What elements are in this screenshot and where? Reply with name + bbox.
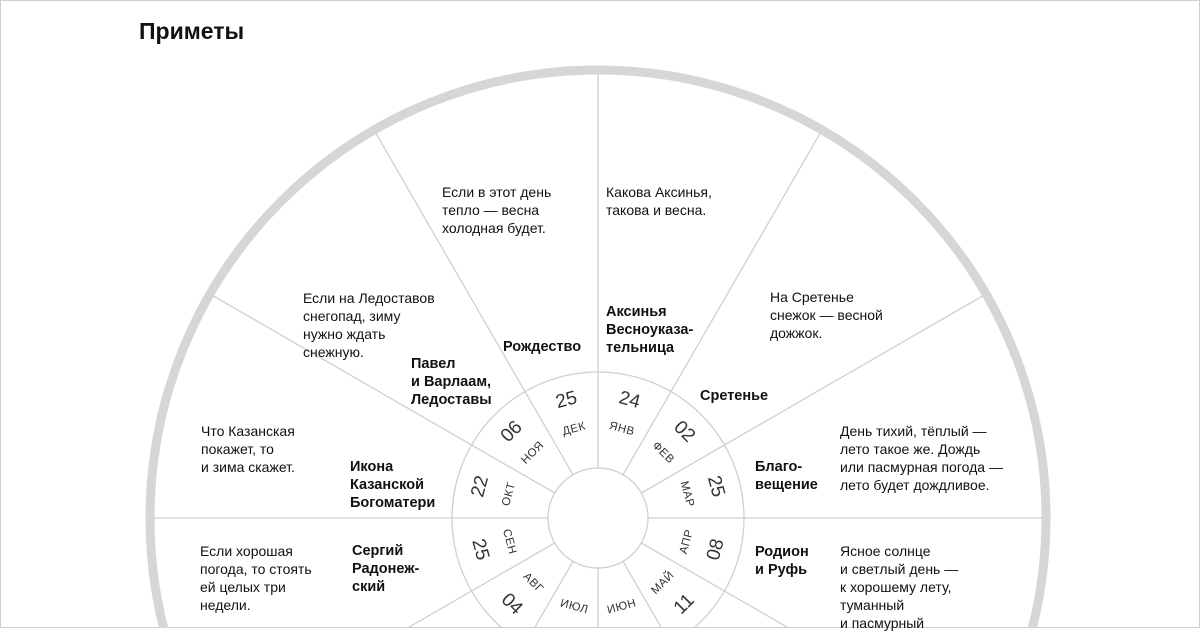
- date-month-label: ФЕВ: [649, 439, 677, 467]
- holiday-dec25: Рождество: [503, 339, 582, 355]
- omen-feb02: На Сретенье снежок — весной дожжок.: [770, 289, 883, 341]
- date-month-label: ОКТ: [500, 480, 519, 508]
- date-day-label: 22: [467, 473, 494, 500]
- holiday-nov06: Павел и Варлаам, Ледоставы: [411, 356, 492, 408]
- date-day-label: 04: [496, 589, 527, 620]
- omen-sep25: Если хорошая погода, то стоять ей целых три недели.: [200, 543, 312, 613]
- date-month-label: АВГ: [520, 570, 546, 596]
- date-day-label: 02: [669, 416, 700, 447]
- date-month-label: МАЙ: [649, 569, 677, 597]
- date-month-label: ЯНВ: [607, 420, 636, 439]
- holiday-apr08: Родион и Руфь: [755, 544, 809, 578]
- omen-apr08: Ясное солнце и светлый день — к хорошему лету, туманный и пасмурный: [840, 543, 959, 631]
- date-month-label: ИЮН: [605, 597, 638, 617]
- holiday-mar25: Благо- вещение: [755, 459, 818, 493]
- date-day-label: 25: [702, 473, 729, 500]
- date-day-label: 06: [496, 416, 527, 447]
- holiday-sep25: Сергий Радонеж- ский: [352, 543, 420, 595]
- omen-oct22: Что Казанская покажет, то и зима скажет.: [201, 423, 295, 475]
- omen-dec25: Если в этот день тепло — весна холодная будет.: [442, 184, 552, 236]
- date-month-label: ДЕК: [561, 420, 588, 438]
- date-month-label: СЕН: [500, 527, 519, 556]
- date-day-label: 25: [467, 536, 494, 563]
- date-day-label: 11: [669, 589, 699, 619]
- date-month-label: ИЮЛ: [558, 597, 590, 617]
- date-month-label: АПР: [677, 528, 696, 556]
- omen-jan24: Какова Аксинья, такова и весна.: [606, 184, 712, 218]
- wheel-hub: [548, 468, 648, 568]
- date-day-label: 25: [553, 387, 580, 414]
- omen-mar25: День тихий, тёплый — лето такое же. Дождь или пасмурная погода — лето будет дождливое.: [840, 423, 1003, 493]
- omen-nov06: Если на Ледоставов снегопад, зиму нужно ждать снежную.: [303, 290, 435, 360]
- date-day-label: 24: [616, 387, 643, 414]
- holiday-oct22: Икона Казанской Богоматери: [350, 459, 436, 511]
- holiday-jan24: Аксинья Весноуказа- тельница: [606, 304, 694, 356]
- date-day-label: 08: [702, 536, 729, 563]
- holiday-feb02: Сретенье: [700, 388, 769, 404]
- page-title: Приметы: [139, 18, 245, 44]
- date-month-label: НОЯ: [519, 439, 547, 467]
- date-month-label: МАР: [677, 479, 697, 509]
